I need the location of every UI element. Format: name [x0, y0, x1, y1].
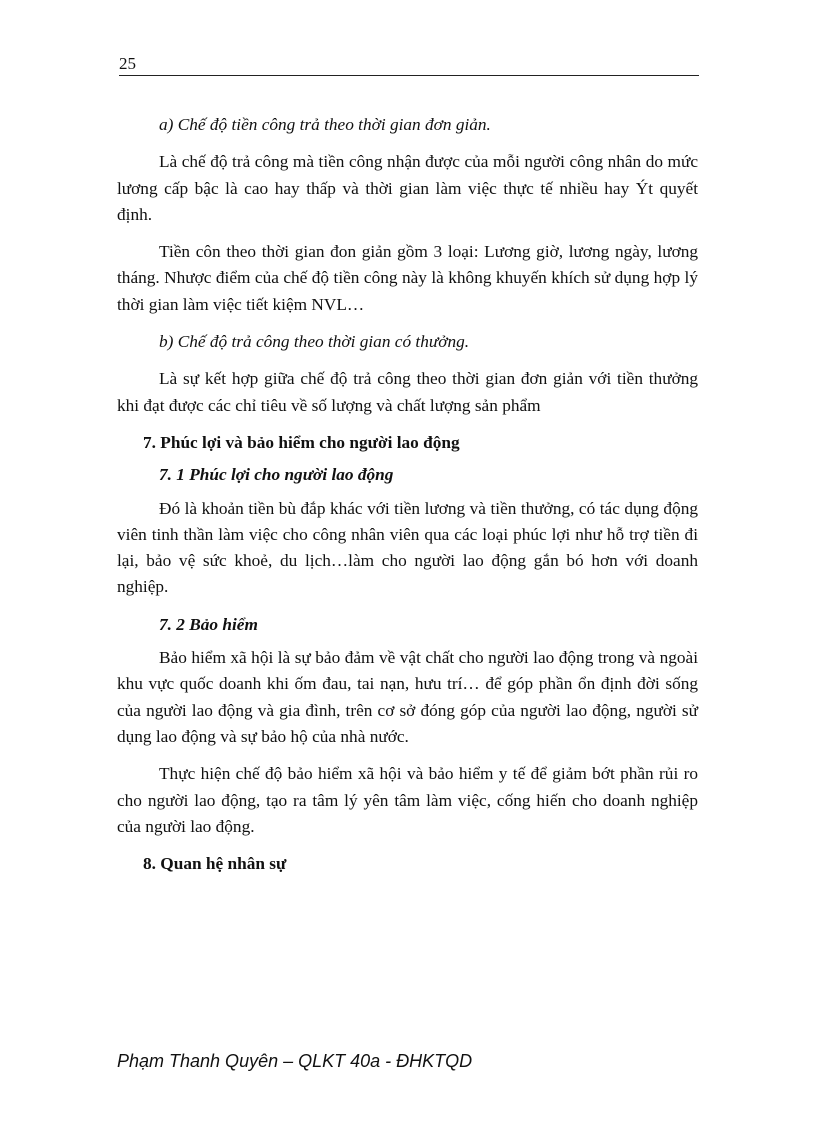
paragraph-a2: Tiền côn theo thời gian đon giản gồm 3 loại: Lương giờ, lương ngày, lương tháng. Nhược điểm của chế độ tiền công này là không khuyến khích sử dụng hợp lý thời gian làm việc tiết kiệm NVL… — [117, 242, 698, 314]
paragraph-a1: Là chế độ trả công mà tiền công nhận được của mỗi người công nhân do mức lương cấp bậc là cao hay thấp và thời gian làm việc thực tế nhiều hay Ýt quyết định. — [117, 152, 698, 224]
paragraph-7-2a: Bảo hiểm xã hội là sự bảo đảm về vật chất cho người lao động trong và ngoài khu vực quốc doanh khi ốm đau, tai nạn, hưu trí… để góp phần ổn định đời sống của người lao động và gia đình, trên cơ sở đóng góp của người lao động, người sử dụng lao động và sự bảo hộ của nhà nước. — [117, 648, 698, 746]
paragraph-b1: Là sự kết hợp giữa chế độ trả công theo thời gian đơn giản với tiền thưởng khi đạt được các chỉ tiêu về số lượng và chất lượng sản phẩm — [117, 369, 698, 415]
section-8-heading: 8. Quan hệ nhân sự — [143, 854, 287, 874]
footer-author-line: Phạm Thanh Quyên – QLKT 40a - ĐHKTQD — [117, 1051, 473, 1071]
section-7-2-heading: 7. 2 Bảo hiểm — [159, 614, 258, 634]
paragraph-7-2b: Thực hiện chế độ bảo hiểm xã hội và bảo hiểm y tế để giảm bớt phần rủi ro cho người lao động, tạo ra tâm lý yên tâm làm việc, cống hiến cho doanh nghiệp của người lao động. — [117, 764, 698, 836]
subheading-a: a) Chế độ tiền công trả theo thời gian đơn giản. — [159, 115, 491, 134]
paragraph-7-1: Đó là khoản tiền bù đắp khác với tiền lương và tiền thưởng, có tác dụng động viên tinh thần làm việc cho công nhân viên qua các loại phúc lợi như hỗ trợ tiền đi lại, bảo vệ sức khoẻ, du lịch…làm cho người lao động gắn bó hơn với doanh nghiệp. — [117, 498, 698, 597]
subheading-b: b) Chế độ trả công theo thời gian có thưởng. — [159, 332, 470, 352]
header-rule — [119, 75, 699, 76]
page-number: 25 — [119, 54, 136, 73]
document-body — [117, 112, 698, 883]
section-7-heading: 7. Phúc lợi và bảo hiểm cho người lao động — [143, 432, 460, 452]
section-7-1-heading: 7. 1 Phúc lợi cho người lao động — [159, 465, 394, 485]
